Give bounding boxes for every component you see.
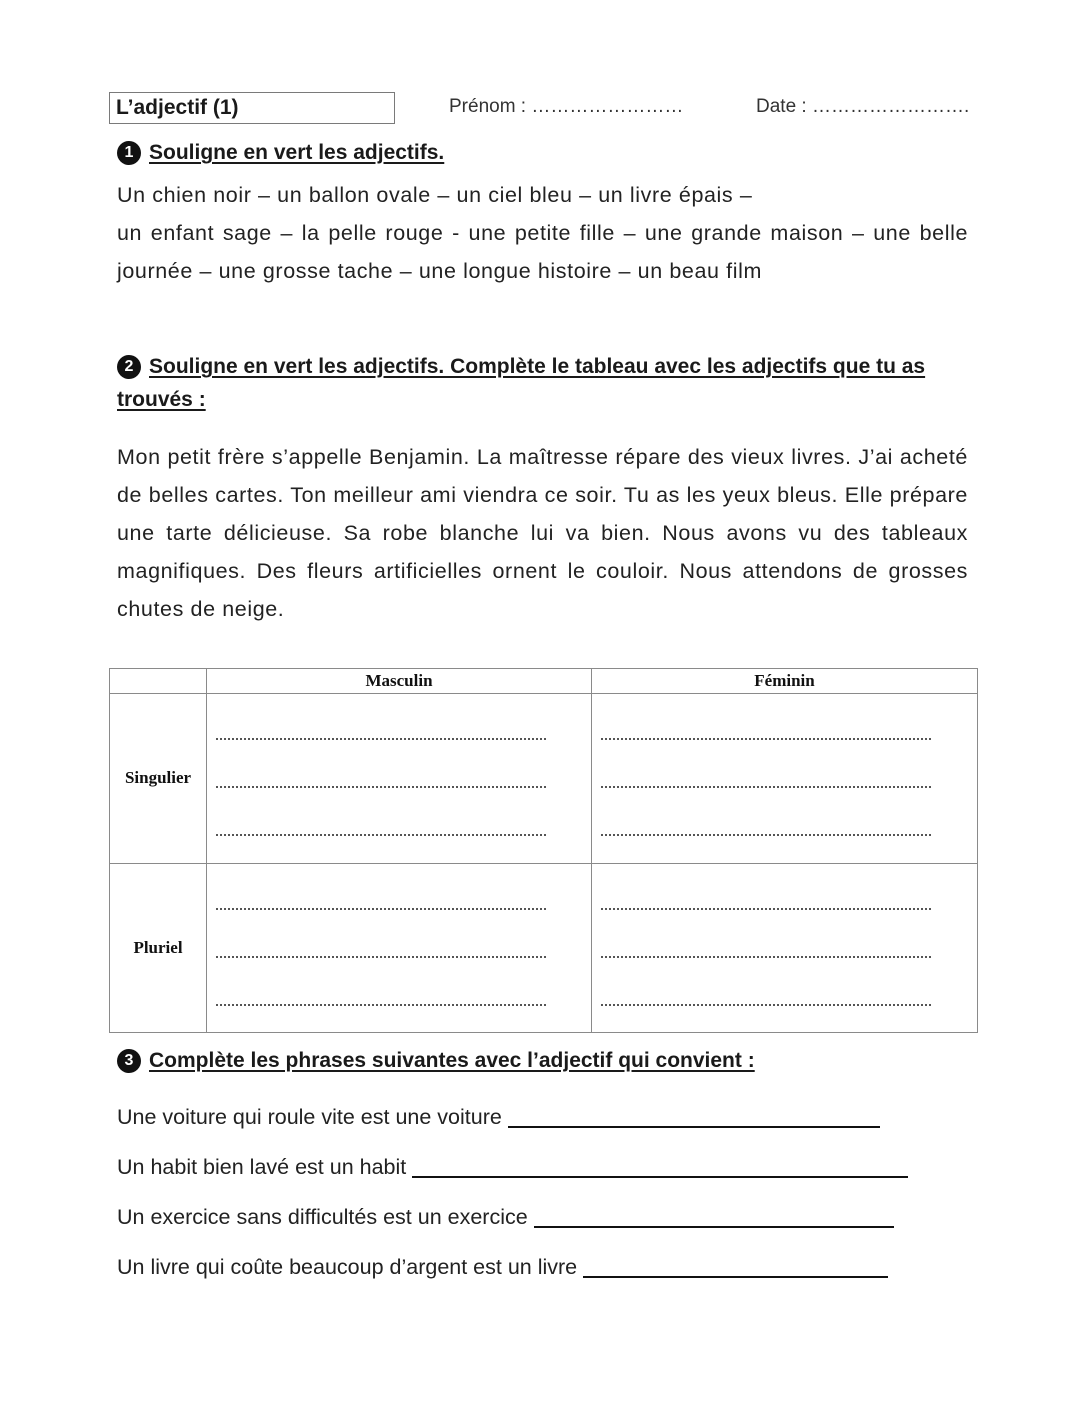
row-header-singulier: Singulier xyxy=(110,694,207,864)
column-header-masculin: Masculin xyxy=(207,669,592,694)
answer-blank[interactable] xyxy=(583,1252,888,1278)
worksheet-title: L’adjectif (1) xyxy=(109,92,395,124)
answer-line[interactable] xyxy=(601,896,931,910)
number-3-icon: 3 xyxy=(117,1049,141,1073)
answer-blank[interactable] xyxy=(508,1102,880,1128)
exercise-1-line-1: Un chien noir – un ballon ovale – un ciel bleu – un livre épais – xyxy=(117,183,753,207)
answer-line[interactable] xyxy=(216,992,546,1006)
row-header-pluriel: Pluriel xyxy=(110,863,207,1033)
answer-line[interactable] xyxy=(216,822,546,836)
answer-line[interactable] xyxy=(216,944,546,958)
answer-blank[interactable] xyxy=(534,1202,894,1228)
cell-singulier-masculin xyxy=(207,694,592,864)
answer-line[interactable] xyxy=(601,992,931,1006)
exercise-3-instruction: Complète les phrases suivantes avec l’adjectif qui convient : xyxy=(149,1049,755,1072)
sentence-1 xyxy=(117,1102,880,1132)
answer-line[interactable] xyxy=(216,726,546,740)
sentence-text: Un livre qui coûte beaucoup d’argent est un livre xyxy=(117,1255,578,1279)
exercise-3-heading xyxy=(117,1044,755,1077)
table-row-singulier xyxy=(110,694,978,864)
cell-singulier-feminin xyxy=(592,694,978,864)
sentence-text: Un exercice sans difficultés est un exercice xyxy=(117,1205,528,1229)
exercise-1-instruction: Souligne en vert les adjectifs. xyxy=(149,141,445,164)
adjective-table xyxy=(109,668,978,1033)
number-2-icon: 2 xyxy=(117,355,141,379)
table-row-pluriel xyxy=(110,863,978,1033)
exercise-1-line-2: un enfant sage – la pelle rouge - une petite fille – une grande maison – une belle journée – une grosse tache – une longue histoire – un beau film xyxy=(117,221,968,283)
answer-line[interactable] xyxy=(601,774,931,788)
exercise-2-instruction: Souligne en vert les adjectifs. Complète le tableau avec les adjectifs que tu as trouvés : xyxy=(117,355,926,411)
exercise-1-heading xyxy=(117,136,444,169)
answer-line[interactable] xyxy=(601,726,931,740)
exercise-2-text: Mon petit frère s’appelle Benjamin. La maîtresse répare des vieux livres. J’ai acheté de belles cartes. Ton meilleur ami viendra ce soir. Tu as les yeux bleus. Elle prépare une tarte délicieuse. Sa robe blanche lui va bien. Nous avons vu des tableaux magnifiques. Des fleurs artificielles ornent le couloir. Nous attendons de grosses chutes de neige. xyxy=(117,445,968,621)
answer-line[interactable] xyxy=(216,774,546,788)
sentence-3 xyxy=(117,1202,894,1232)
sentence-2 xyxy=(117,1152,908,1182)
cell-pluriel-masculin xyxy=(207,863,592,1033)
date-field[interactable]: Date : ……………………. xyxy=(756,96,970,117)
answer-line[interactable] xyxy=(601,944,931,958)
exercise-2-heading xyxy=(117,350,972,416)
sentence-4 xyxy=(117,1252,888,1282)
sentence-text: Un habit bien lavé est un habit xyxy=(117,1155,407,1179)
table-header-row xyxy=(110,669,978,694)
answer-line[interactable] xyxy=(601,822,931,836)
table-corner-cell xyxy=(110,669,207,694)
answer-line[interactable] xyxy=(216,896,546,910)
sentence-text: Une voiture qui roule vite est une voiture xyxy=(117,1105,502,1129)
number-1-icon: 1 xyxy=(117,141,141,165)
answer-blank[interactable] xyxy=(412,1152,908,1178)
cell-pluriel-feminin xyxy=(592,863,978,1033)
column-header-feminin: Féminin xyxy=(592,669,978,694)
prenom-field[interactable]: Prénom : …………………… xyxy=(449,96,684,117)
